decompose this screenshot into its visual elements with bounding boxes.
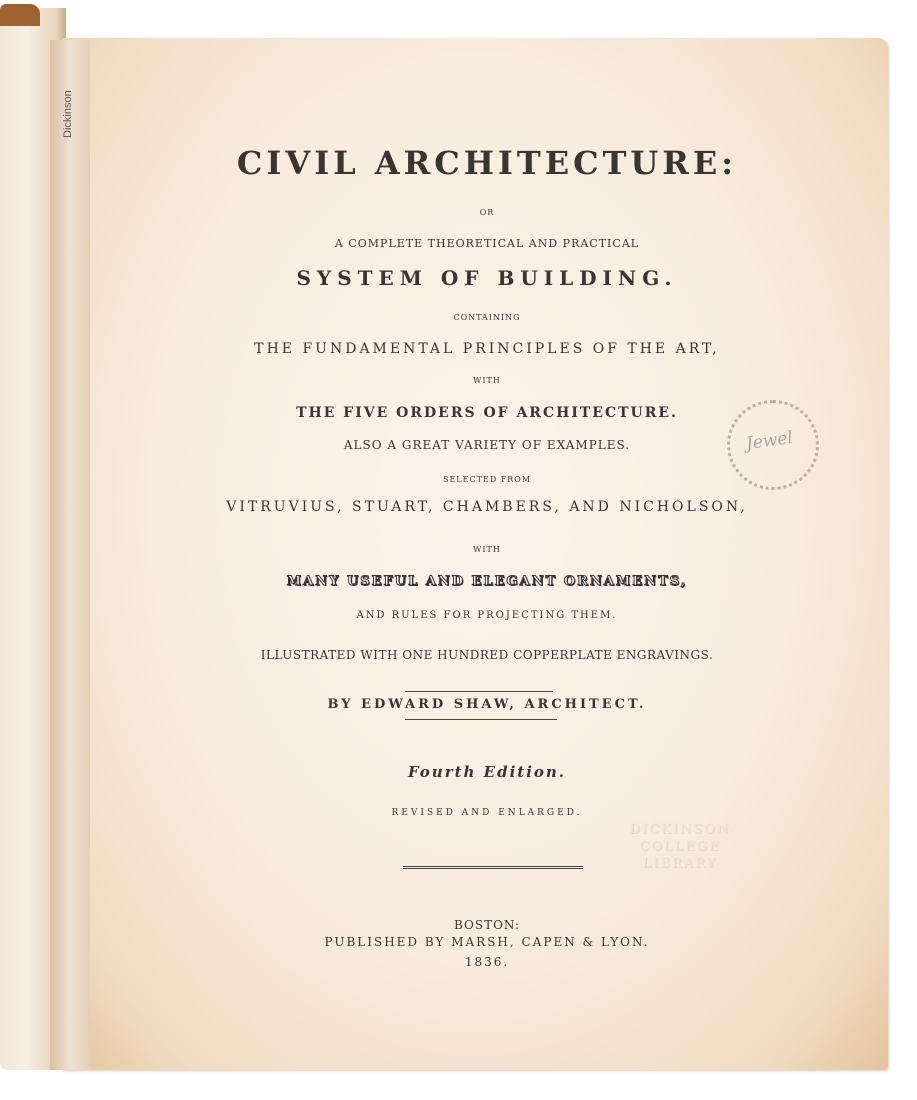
library-emboss: DICKINSON COLLEGE LIBRARY <box>629 822 731 871</box>
subtitle-intro: A COMPLETE THEORETICAL AND PRACTICAL <box>334 237 640 250</box>
principles-text: THE FUNDAMENTAL PRINCIPLES OF THE ART, <box>254 341 720 357</box>
orders-text: THE FIVE ORDERS OF ARCHITECTURE. <box>296 405 678 421</box>
library-stamp <box>727 400 819 490</box>
stamp-signature: Jewel <box>744 427 795 455</box>
examples-text: ALSO A GREAT VARIETY OF EXAMPLES. <box>343 438 631 452</box>
double-rule <box>403 866 583 869</box>
selected-text: SELECTED FROM <box>442 475 532 484</box>
sources-text: VITRUVIUS, STUART, CHAMBERS, AND NICHOLSON, <box>226 499 748 515</box>
spine-label: Dickinson <box>62 90 74 138</box>
ornaments-text: MANY USEFUL AND ELEGANT ORNAMENTS, <box>286 574 688 589</box>
with-text-1: WITH <box>473 376 501 385</box>
gutter <box>50 40 90 1070</box>
author-rule-top <box>405 691 553 692</box>
publisher-text: PUBLISHED BY MARSH, CAPEN & LYON. <box>324 935 650 949</box>
author-text: BY EDWARD SHAW, ARCHITECT. <box>327 697 647 712</box>
revised-text: REVISED AND ENLARGED. <box>391 808 583 818</box>
subtitle: SYSTEM OF BUILDING. <box>296 266 678 290</box>
or-text: OR <box>479 208 495 217</box>
illustrated-text: ILLUSTRATED WITH ONE HUNDRED COPPERPLATE ENGRAVINGS. <box>260 648 714 662</box>
rules-text: AND RULES FOR PROJECTING THEM. <box>356 610 618 621</box>
edition-text: Fourth Edition. <box>407 763 567 781</box>
author-rule-bottom <box>405 719 557 720</box>
place-text: BOSTON: <box>453 918 521 932</box>
title-page <box>62 38 888 1070</box>
with-text-2: WITH <box>473 545 501 554</box>
binding-corner <box>0 4 40 26</box>
containing-text: CONTAINING <box>453 313 521 322</box>
book-title: CIVIL ARCHITECTURE: <box>236 144 738 182</box>
year-text: 1836. <box>464 955 510 969</box>
